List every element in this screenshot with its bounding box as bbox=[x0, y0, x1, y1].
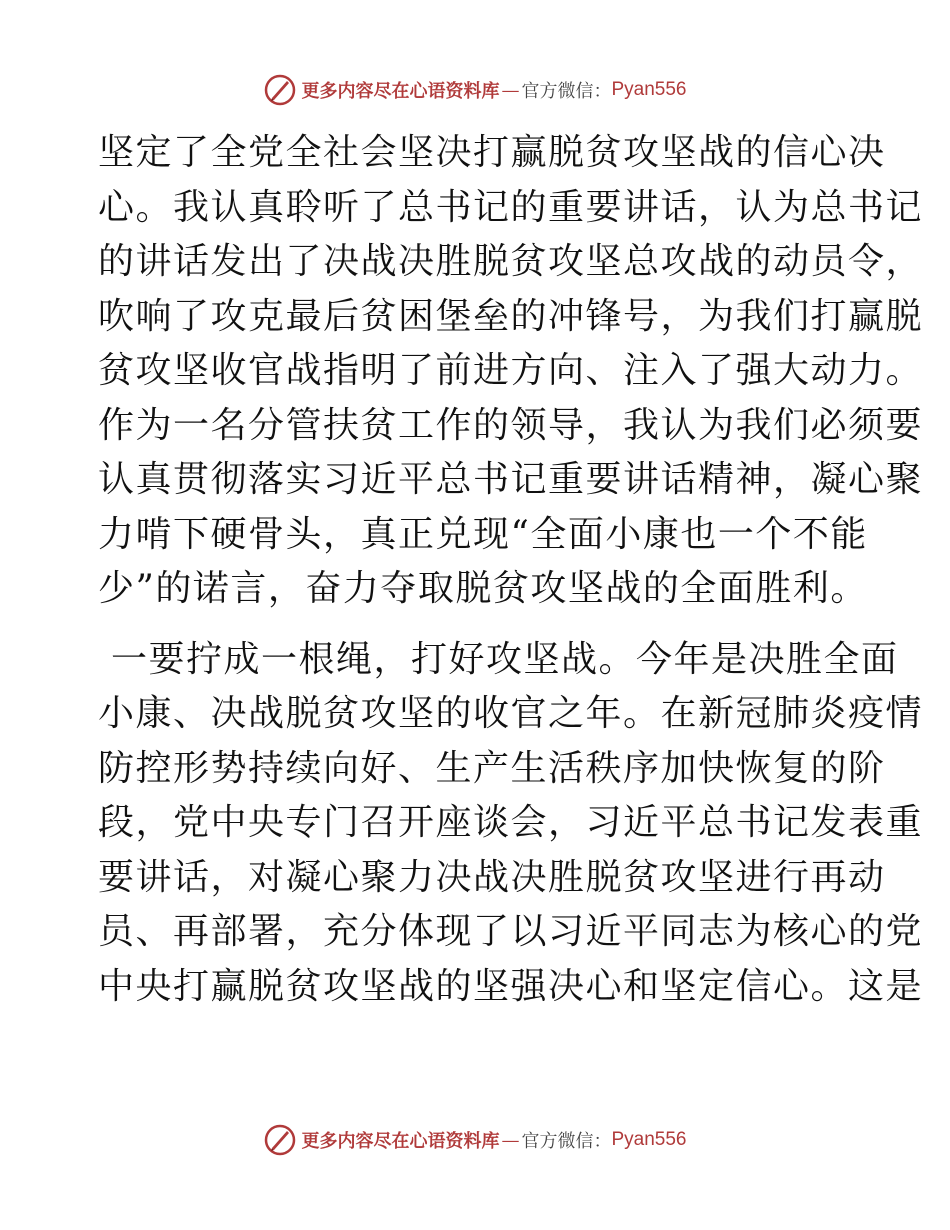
wechat-id: Pyan556 bbox=[611, 79, 687, 100]
text-line: 坚定了全党全社会坚决打赢脱贫攻坚战的信心决 bbox=[98, 132, 886, 173]
text-line: 员、再部署，充分体现了以习近平同志为核心的党 bbox=[98, 911, 924, 952]
text-line: 少”的诺言，奋力夺取脱贫攻坚战的全面胜利。 bbox=[98, 568, 868, 609]
paragraph-1 bbox=[98, 126, 924, 617]
text-line: 心。我认真聆听了总书记的重要讲话，认为总书记 bbox=[98, 186, 924, 228]
text-line: 力啃下硬骨头，真正兑现“全面小康也一个不能 bbox=[98, 513, 868, 555]
quill-logo-icon bbox=[263, 1123, 297, 1157]
wechat-label: 官方微信： bbox=[521, 81, 612, 102]
text-line: 段，党中央专门召开座谈会，习近平总书记发表重 bbox=[98, 802, 924, 843]
quill-logo-icon bbox=[263, 73, 297, 107]
site-slogan: 更多内容尽在心语资料库 bbox=[301, 1131, 500, 1152]
text-line: 要讲话，对凝心聚力决战决胜脱贫攻坚进行再动 bbox=[98, 856, 886, 898]
text-line: 小康、决战脱贫攻坚的收官之年。在新冠肺炎疫情 bbox=[98, 693, 924, 734]
footer-watermark-banner bbox=[0, 1120, 950, 1160]
text-line: 作为一名分管扶贫工作的领导，我认为我们必须要 bbox=[98, 404, 924, 446]
text-line: 贫攻坚收官战指明了前进方向、注入了强大动力。 bbox=[98, 350, 924, 391]
banner-separator: — bbox=[501, 79, 520, 101]
text-line: 认真贯彻落实习近平总书记重要讲话精神，凝心聚 bbox=[98, 459, 924, 500]
wechat-id: Pyan556 bbox=[611, 1129, 687, 1150]
paragraph-gap bbox=[98, 617, 858, 633]
text-line: 吹响了攻克最后贫困堡垒的冲锋号，为我们打赢脱 bbox=[98, 295, 924, 337]
text-line: 防控形势持续向好、生产生活秩序加快恢复的阶 bbox=[98, 747, 886, 789]
text-line: 中央打赢脱贫攻坚战的坚强决心和坚定信心。这是 bbox=[98, 965, 924, 1007]
text-line: 一要拧成一根绳，打好攻坚战。今年是决胜全面 bbox=[98, 638, 899, 680]
banner-separator: — bbox=[501, 1129, 520, 1151]
document-body bbox=[98, 126, 924, 1014]
site-slogan: 更多内容尽在心语资料库 bbox=[301, 81, 500, 102]
text-line: 的讲话发出了决战决胜脱贫攻坚总攻战的动员令， bbox=[98, 241, 924, 282]
paragraph-2 bbox=[98, 633, 924, 1015]
wechat-label: 官方微信： bbox=[521, 1131, 612, 1152]
header-watermark-banner bbox=[0, 70, 950, 110]
